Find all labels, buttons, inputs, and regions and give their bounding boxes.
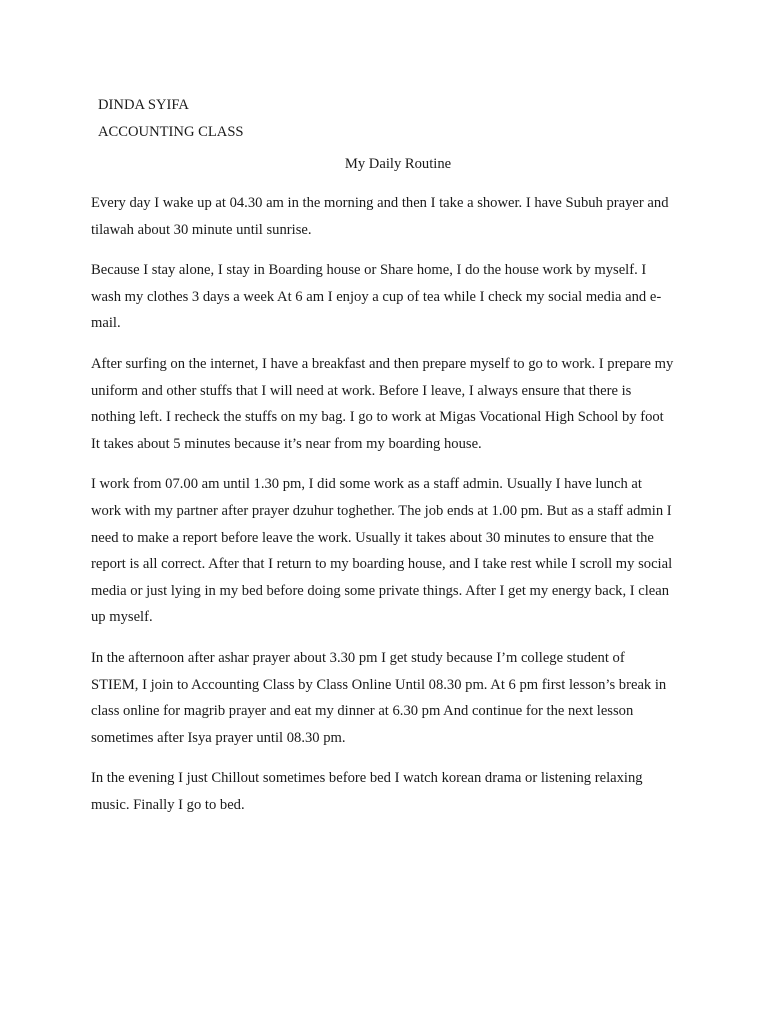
paragraph: Because I stay alone, I stay in Boarding house or Share home, I do the house work by myself. I wash my clothes 3 days a week At 6 am I enjoy a cup of tea while I check my social media and e-mail.: [91, 262, 662, 332]
paragraph: In the evening I just Chillout sometimes before bed I watch korean drama or listening relaxing music. Finally I go to bed.: [91, 770, 643, 813]
paragraph: Every day I wake up at 04.30 am in the morning and then I take a shower. I have Subuh prayer and tilawah about 30 minute until sunrise.: [91, 195, 669, 238]
document-title: My Daily Routine: [344, 156, 452, 172]
document-body: [91, 190, 674, 832]
paragraph: In the afternoon after ashar prayer about 3.30 pm I get study because I’m college student of STIEM, I join to Accounting Class by Class Online Until 08.30 pm. At 6 pm first lesson’s break in class online for magrib prayer and eat my dinner at 6.30 pm And continue for the next lesson sometimes after Isya prayer until 08.30 pm.: [91, 649, 667, 746]
author-name: DINDA SYIFA: [98, 97, 189, 113]
author-class: ACCOUNTING CLASS: [98, 124, 244, 140]
paragraph: After surfing on the internet, I have a breakfast and then prepare myself to go to work. I prepare my uniform and other stuffs that I will need at work. Before I leave, I always ensure that there is nothing left. I recheck the stuffs on my bag. I go to work at Migas Vocational High School by foot It takes about 5 minutes because it’s near from my boarding house.: [91, 355, 674, 452]
paragraph: I work from 07.00 am until 1.30 pm, I did some work as a staff admin. Usually I have lunch at work with my partner after prayer dzuhur toghether. The job ends at 1.00 pm. But as a staff admin I need to make a report before leave the work. Usually it takes about 30 minutes to ensure that the report is all correct. After that I return to my boarding house, and I take rest while I scroll my social media or just lying in my bed before doing some private things. After I get my energy back, I clean up myself.: [91, 476, 673, 626]
